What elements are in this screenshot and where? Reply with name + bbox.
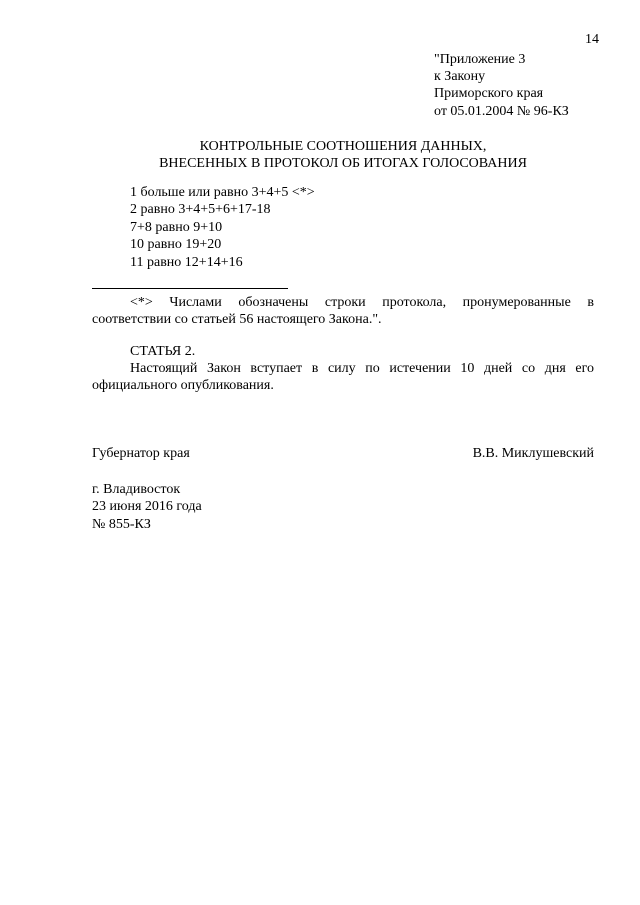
footnote-separator: [92, 288, 288, 289]
signatory-name: В.В. Миклушевский: [472, 446, 594, 461]
place-and-date: [92, 481, 202, 533]
city: г. Владивосток: [92, 482, 181, 497]
title-line-2: ВНЕСЕННЫХ В ПРОТОКОЛ ОБ ИТОГАХ ГОЛОСОВАНИЯ: [159, 156, 527, 172]
ratio-item: 2 равно 3+4+5+6+17-18: [130, 202, 271, 218]
ratio-item: 7+8 равно 9+10: [130, 219, 223, 235]
law-number: № 855-КЗ: [92, 516, 151, 532]
appendix-reference: [434, 51, 569, 120]
appendix-line: "Приложение 3: [434, 52, 526, 67]
signature-row: [92, 445, 594, 462]
control-ratios-list: [130, 184, 315, 271]
article-text: Настоящий Закон вступает в силу по истечении 10 дней со дня его официального опубликования.: [92, 361, 594, 394]
article-heading: СТАТЬЯ 2.: [130, 344, 196, 359]
title-line-1: КОНТРОЛЬНЫЕ СООТНОШЕНИЯ ДАННЫХ,: [199, 139, 487, 154]
ratio-item: 10 равно 19+20: [130, 237, 222, 253]
appendix-line: Приморского края: [434, 86, 544, 102]
ratio-item: 11 равно 12+14+16: [130, 254, 243, 270]
document-title: [92, 138, 594, 173]
footnote-text: <*> Числами обозначены строки протокола, пронумерованные в соответствии со статьей 56 настоящего Закона.".: [92, 295, 594, 328]
appendix-line: от 05.01.2004 № 96-КЗ: [434, 103, 569, 119]
appendix-line: к Закону: [434, 69, 486, 85]
ratio-item: 1 больше или равно 3+4+5 <*>: [130, 185, 315, 200]
signatory-title: Губернатор края: [92, 446, 190, 461]
page-number: 14: [585, 32, 599, 47]
signing-date: 23 июня 2016 года: [92, 499, 202, 515]
